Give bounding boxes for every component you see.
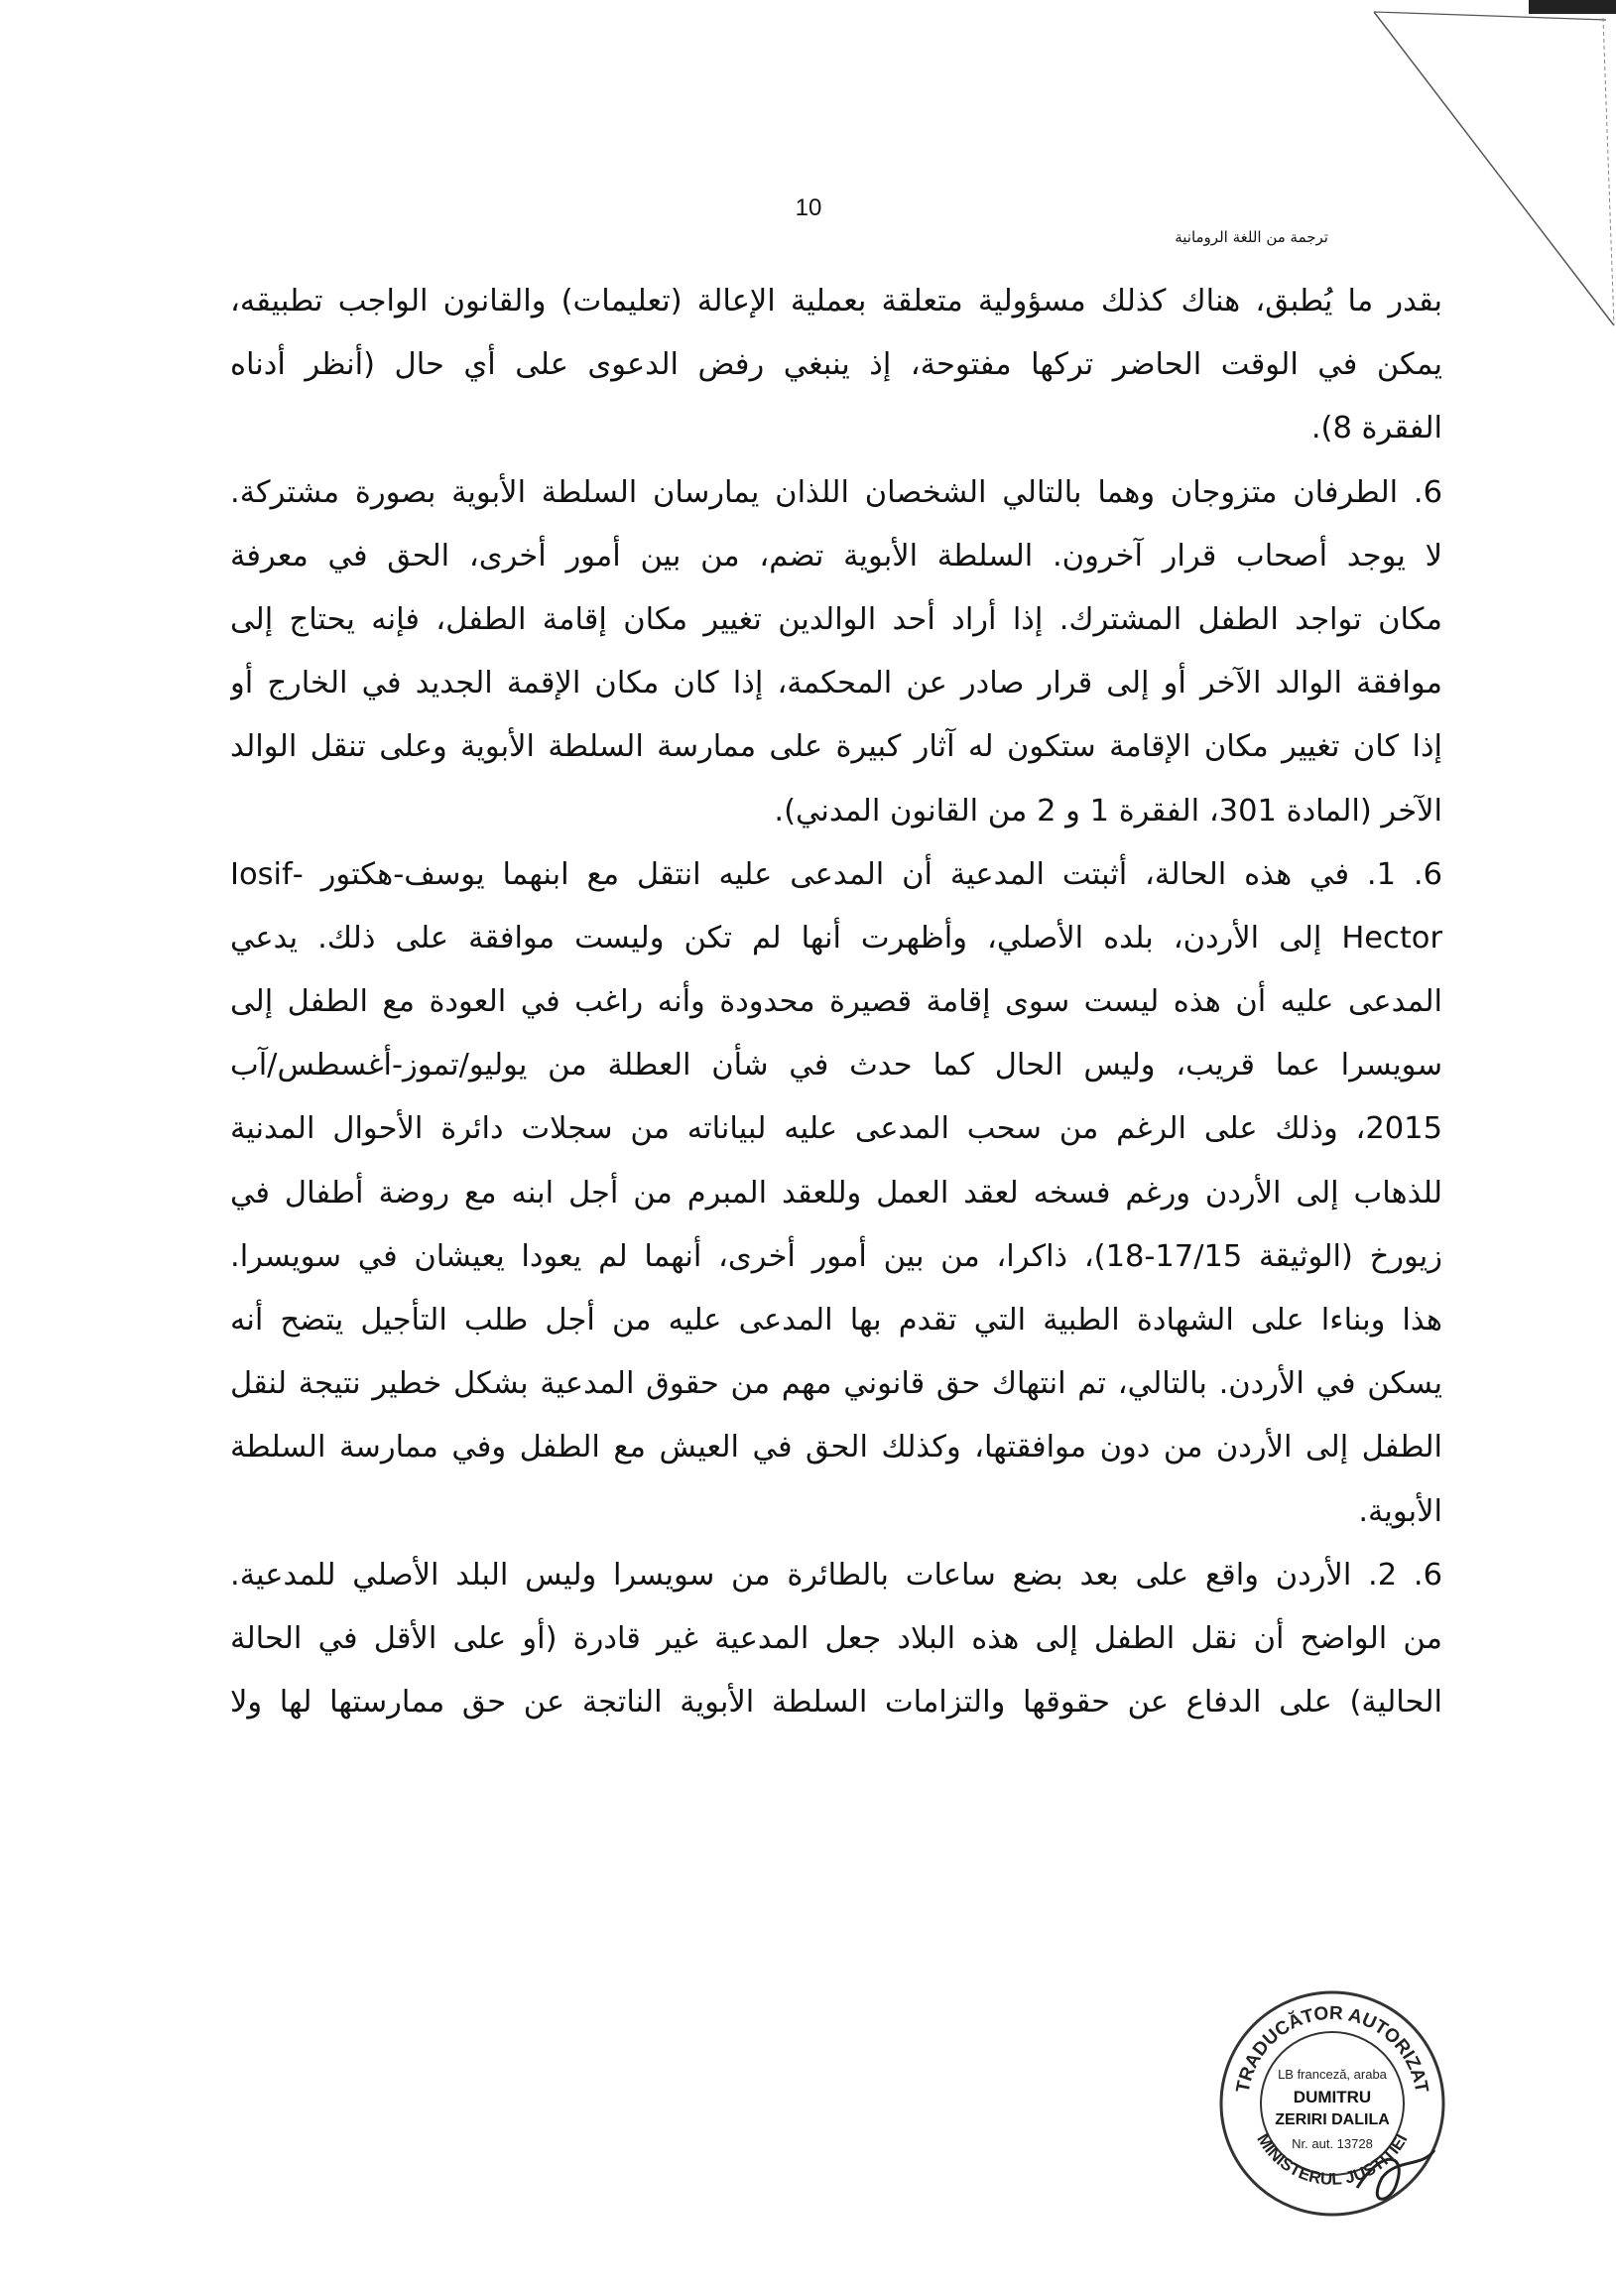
text-line: موافقة الوالد الآخر أو إلى قرار صادر عن المحكمة، إذا كان مكان الإقمة الجديد في الخارج أو xyxy=(230,666,1442,702)
stamp-ministry: MINISTERUL JUSTIȚIEI xyxy=(1253,2130,1412,2189)
stamp-title: TRADUCĂTOR AUTORIZAT xyxy=(1232,2002,1432,2095)
stamp-languages: LB franceză, araba xyxy=(1278,2067,1387,2082)
text-line: للذهاب إلى الأردن ورغم فسخه لعقد العمل وللعقد المبرم من أجل ابنه مع روضة أطفال في xyxy=(230,1175,1442,1211)
page-number: 10 xyxy=(795,194,822,221)
text-line: الآخر (المادة 301، الفقرة 1 و 2 من القانون المدني). xyxy=(774,793,1442,829)
text-line: من الواضح أن نقل الطفل إلى هذه البلاد جعل المدعية غير قادرة (أو على الأقل في الحالة xyxy=(230,1620,1442,1656)
text-line: مكان تواجد الطفل المشترك. إذا أراد أحد الوالدين تغيير مكان إقامة الطفل، فإنه يحتاج إلى xyxy=(230,601,1442,637)
document-body xyxy=(230,270,1442,1734)
translation-note: ترجمة من اللغة الرومانية xyxy=(1175,228,1328,246)
text-line: يمكن في الوقت الحاضر تركها مفتوحة، إذ ينبغي رفض الدعوى على أي حال (أنظر أدناه xyxy=(230,347,1442,383)
text-line: 6. 2. الأردن واقع على بعد بضع ساعات بالطائرة من سويسرا وليس البلد الأصلي للمدعية. xyxy=(230,1557,1442,1593)
text-line: 2015، وذلك على الرغم من سحب المدعى عليه لبياناته من سجلات دائرة الأحوال المدنية xyxy=(230,1111,1442,1147)
translator-stamp xyxy=(1208,1979,1456,2228)
text-line: زيورخ (الوثيقة 17/15-18)، ذاكرا، من بين أمور أخرى، أنهما لم يعودا يعيشان في سويسرا. xyxy=(230,1238,1442,1274)
text-line: إذا كان تغيير مكان الإقامة ستكون له آثار كبيرة على ممارسة السلطة الأبوية وعلى تنقل الوالد xyxy=(230,729,1442,765)
text-line: سويسرا عما قريب، وليس الحال كما حدث في شأن العطلة من يوليو/تموز-أغسطس/آب xyxy=(230,1048,1442,1084)
text-line: 6. الطرفان متزوجان وهما بالتالي الشخصان اللذان يمارسان السلطة الأبوية بصورة مشتركة. xyxy=(230,474,1442,510)
text-line: الفقرة 8). xyxy=(1310,411,1442,446)
text-line: المدعى عليه أن هذه ليست سوى إقامة قصيرة محدودة وأنه راغب في العودة مع الطفل إلى xyxy=(230,984,1442,1020)
stamp-name-last: ZERIRI DALILA xyxy=(1275,2111,1390,2128)
text-line: 6. 1. في هذه الحالة، أثبتت المدعية أن المدعى عليه انتقل مع ابنهما يوسف-هكتور -Iosif xyxy=(230,856,1442,892)
text-line: الحالية) على الدفاع عن حقوقها والتزامات السلطة الأبوية الناتجة عن حق ممارستها لها ولا xyxy=(230,1685,1442,1721)
text-line: الأبوية. xyxy=(1358,1493,1442,1529)
text-line: لا يوجد أصحاب قرار آخرون. السلطة الأبوية تضم، من بين أمور أخرى، الحق في معرفة xyxy=(230,538,1442,574)
text-line: الطفل إلى الأردن من دون موافقتها، وكذلك الحق في العيش مع الطفل وفي ممارسة السلطة xyxy=(230,1430,1442,1466)
stamp-name-first: DUMITRU xyxy=(1293,2088,1372,2106)
stamp-authorization: Nr. aut. 13728 xyxy=(1292,2136,1373,2151)
text-line: هذا وبناءا على الشهادة الطبية التي تقدم بها المدعى عليه من أجل طلب التأجيل يتضح أنه xyxy=(230,1303,1442,1338)
text-line: يسكن في الأردن. بالتالي، تم انتهاك حق قانوني مهم من حقوق المدعية بشكل خطير نتيجة لنقل xyxy=(230,1366,1442,1402)
text-line: Hector إلى الأردن، بلده الأصلي، وأظهرت أنها لم تكن وليست موافقة على ذلك. يدعي xyxy=(230,920,1442,956)
text-line: بقدر ما يُطبق، هناك كذلك مسؤولية متعلقة بعملية الإعالة (تعليمات) والقانون الواجب تطبيقه، xyxy=(230,284,1442,319)
